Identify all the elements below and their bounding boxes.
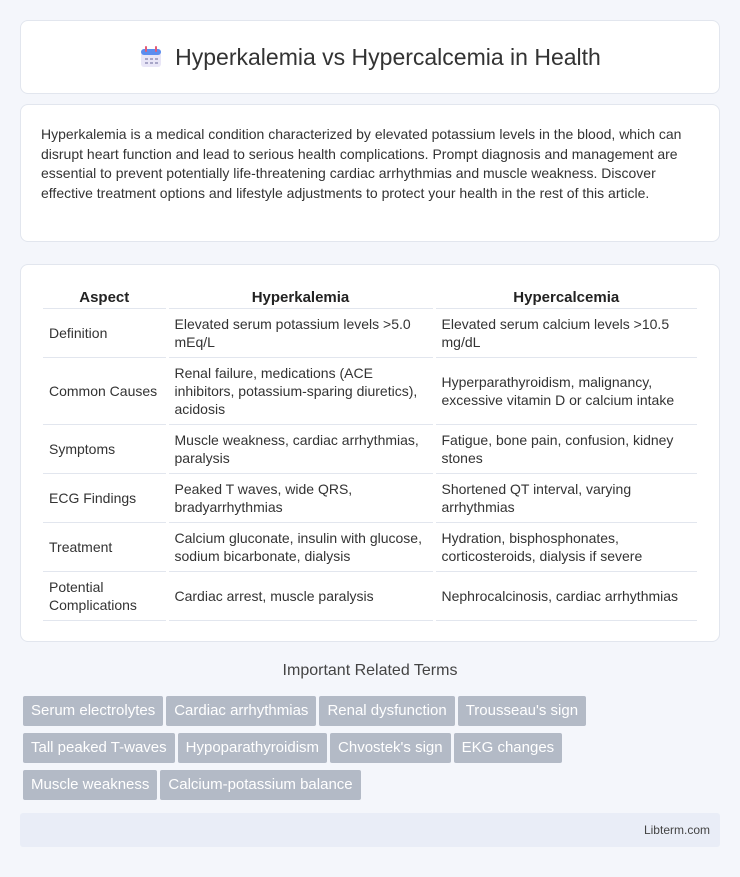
table-row (43, 309, 697, 358)
page-title: Hyperkalemia vs Hypercalcemia in Health (175, 43, 601, 70)
related-term-tag[interactable]: Tall peaked T-waves (23, 733, 175, 763)
table-cell: Peaked T waves, wide QRS, bradyarrhythmias (167, 474, 434, 523)
table-cell: Symptoms (43, 425, 167, 474)
related-terms-heading: Important Related Terms (282, 662, 458, 679)
table-cell: ECG Findings (43, 474, 167, 523)
footer (20, 813, 720, 847)
table-cell: Renal failure, medications (ACE inhibitors, potassium-sparing diuretics), acidosis (167, 358, 434, 425)
table-cell: Common Causes (43, 358, 167, 425)
footer-site-link[interactable]: Libterm.com (643, 823, 710, 837)
table-cell: Potential Complications (43, 572, 167, 621)
table-cell: Elevated serum potassium levels >5.0 mEq/L (167, 309, 434, 358)
column-header: Hypercalcemia (434, 285, 697, 309)
page-header (20, 20, 720, 94)
table-cell: Treatment (43, 523, 167, 572)
table-cell: Elevated serum calcium levels >10.5 mg/dL (434, 309, 697, 358)
table-cell: Definition (43, 309, 167, 358)
column-header: Hyperkalemia (167, 285, 434, 309)
table-cell: Hydration, bisphosphonates, corticosteroids, dialysis if severe (434, 523, 697, 572)
table-cell: Nephrocalcinosis, cardiac arrhythmias (434, 572, 697, 621)
intro-text: Hyperkalemia is a medical condition characterized by elevated potassium levels in the blood, which can disrupt heart function and lead to serious health complications. Prompt diagnosis and management are essential to prevent potentially life-threatening cardiac arrhythmias and muscle weakness. Discover effective treatment options and lifestyle adjustments to protect your health in the rest of this article. (41, 126, 682, 201)
calendar-icon (139, 45, 163, 69)
table-header-row (43, 285, 697, 309)
related-term-tag[interactable]: Cardiac arrhythmias (166, 696, 316, 726)
table-cell: Fatigue, bone pain, confusion, kidney stones (434, 425, 697, 474)
table-cell: Muscle weakness, cardiac arrhythmias, paralysis (167, 425, 434, 474)
related-term-tag[interactable]: EKG changes (454, 733, 563, 763)
column-header: Aspect (43, 285, 167, 309)
table-cell: Calcium gluconate, insulin with glucose, sodium bicarbonate, dialysis (167, 523, 434, 572)
related-term-tag[interactable]: Calcium-potassium balance (160, 770, 360, 800)
table-cell: Shortened QT interval, varying arrhythmias (434, 474, 697, 523)
intro-card (20, 104, 720, 242)
related-term-tag[interactable]: Trousseau's sign (458, 696, 586, 726)
related-term-tag[interactable]: Hypoparathyroidism (178, 733, 327, 763)
comparison-table (43, 285, 697, 621)
table-cell: Hyperparathyroidism, malignancy, excessive vitamin D or calcium intake (434, 358, 697, 425)
table-row (43, 572, 697, 621)
table-cell: Cardiac arrest, muscle paralysis (167, 572, 434, 621)
table-row (43, 523, 697, 572)
table-row (43, 425, 697, 474)
related-term-tag[interactable]: Serum electrolytes (23, 696, 163, 726)
related-term-tag[interactable]: Renal dysfunction (319, 696, 454, 726)
table-row (43, 474, 697, 523)
related-term-tag[interactable]: Chvostek's sign (330, 733, 451, 763)
related-terms-list (23, 696, 723, 807)
comparison-card (20, 264, 720, 642)
table-row (43, 358, 697, 425)
related-term-tag[interactable]: Muscle weakness (23, 770, 157, 800)
